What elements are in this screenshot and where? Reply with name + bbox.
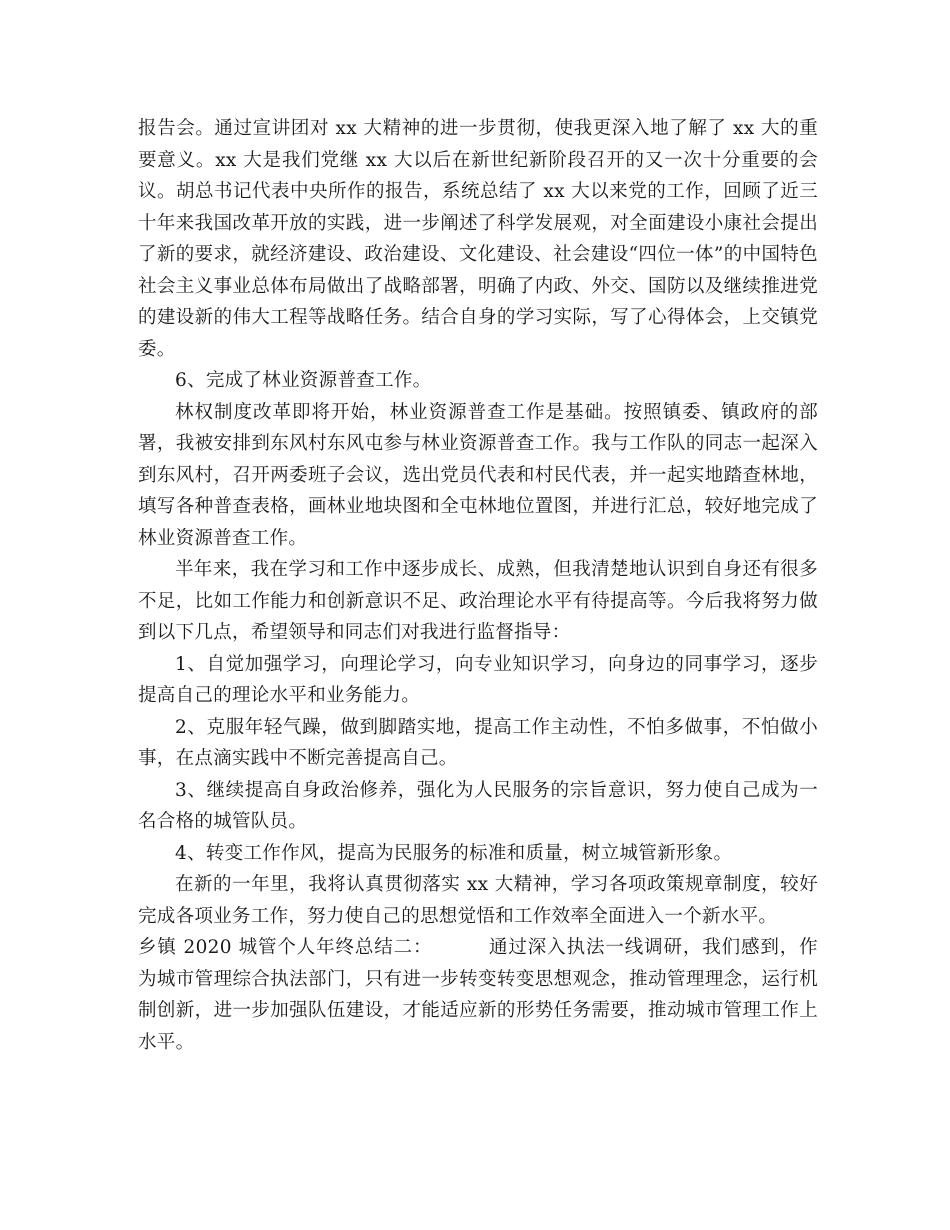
paragraph-3: 林权制度改革即将开始，林业资源普查工作是基础。按照镇委、镇政府的部署，我被安排到东风村东风屯参与林业资源普查工作。我与工作队的同志一起深入到东风村，召开两委班子会议，选出党员代表和村民代表，并一起实地踏查林地，填写各种普查表格，画林业地块图和全屯林地位置图，并进行汇总，较好地完成了林业资源普查工作。 — [138, 401, 818, 549]
section-2-heading: 乡镇 2020 城管个人年终总结二： — [138, 937, 433, 958]
paragraph-2: 6、完成了林业资源普查工作。 — [175, 370, 432, 391]
paragraph-7: 3、继续提高自身政治修养，强化为人民服务的宗旨意识，努力使自己成为一名合格的城管队员。 — [138, 779, 818, 832]
document-body — [138, 113, 818, 1058]
paragraph-4: 半年来，我在学习和工作中逐步成长、成熟，但我清楚地认识到自身还有很多不足，比如工作能力和创新意识不足、政治理论水平有待提高等。今后我将努力做到以下几点，希望领导和同志们对我进行监督指导： — [138, 559, 818, 643]
paragraph-6: 2、克服年轻气躁，做到脚踏实地，提高工作主动性，不怕多做事，不怕做小事，在点滴实践中不断完善提高自己。 — [138, 716, 818, 769]
paragraph-1: 报告会。通过宣讲团对 xx 大精神的进一步贯彻，使我更深入地了解了 xx 大的重要意义。xx 大是我们党继 xx 大以后在新世纪新阶段召开的又一次十分重要的会议。胡总书记代表中央所作的报告，系统总结了 xx 大以来党的工作，回顾了近三十年来我国改革开放的实践，进一步阐述了科学发展观，对全面建设小康社会提出了新的要求，就经济建设、政治建设、文化建设、社会建设“四位一体”的中国特色社会主义事业总体布局做出了战略部署，明确了内政、外交、国防以及继续推进党的建设新的伟大工程等战略任务。结合自身的学习实际，写了心得体会，上交镇党委。 — [138, 118, 818, 360]
section-2-paragraph — [138, 932, 818, 1058]
paragraph-5: 1、自觉加强学习，向理论学习，向专业知识学习，向身边的同事学习，逐步提高自己的理论水平和业务能力。 — [138, 653, 818, 706]
paragraph-8: 4、转变工作作风，提高为民服务的标准和质量，树立城管新形象。 — [175, 842, 733, 864]
paragraph-9: 在新的一年里，我将认真贯彻落实 xx 大精神，学习各项政策规章制度，较好完成各项业务工作，努力使自己的思想觉悟和工作效率全面进入一个新水平。 — [138, 874, 818, 927]
section-2-text: 通过深入执法一线调研，我们感到，作为城市管理综合执法部门，只有进一步转变转变思想观念，推动管理理念，运行机制创新，进一步加强队伍建设，才能适应新的形势任务需要，推动城市管理工作上水平。 — [138, 937, 818, 1053]
